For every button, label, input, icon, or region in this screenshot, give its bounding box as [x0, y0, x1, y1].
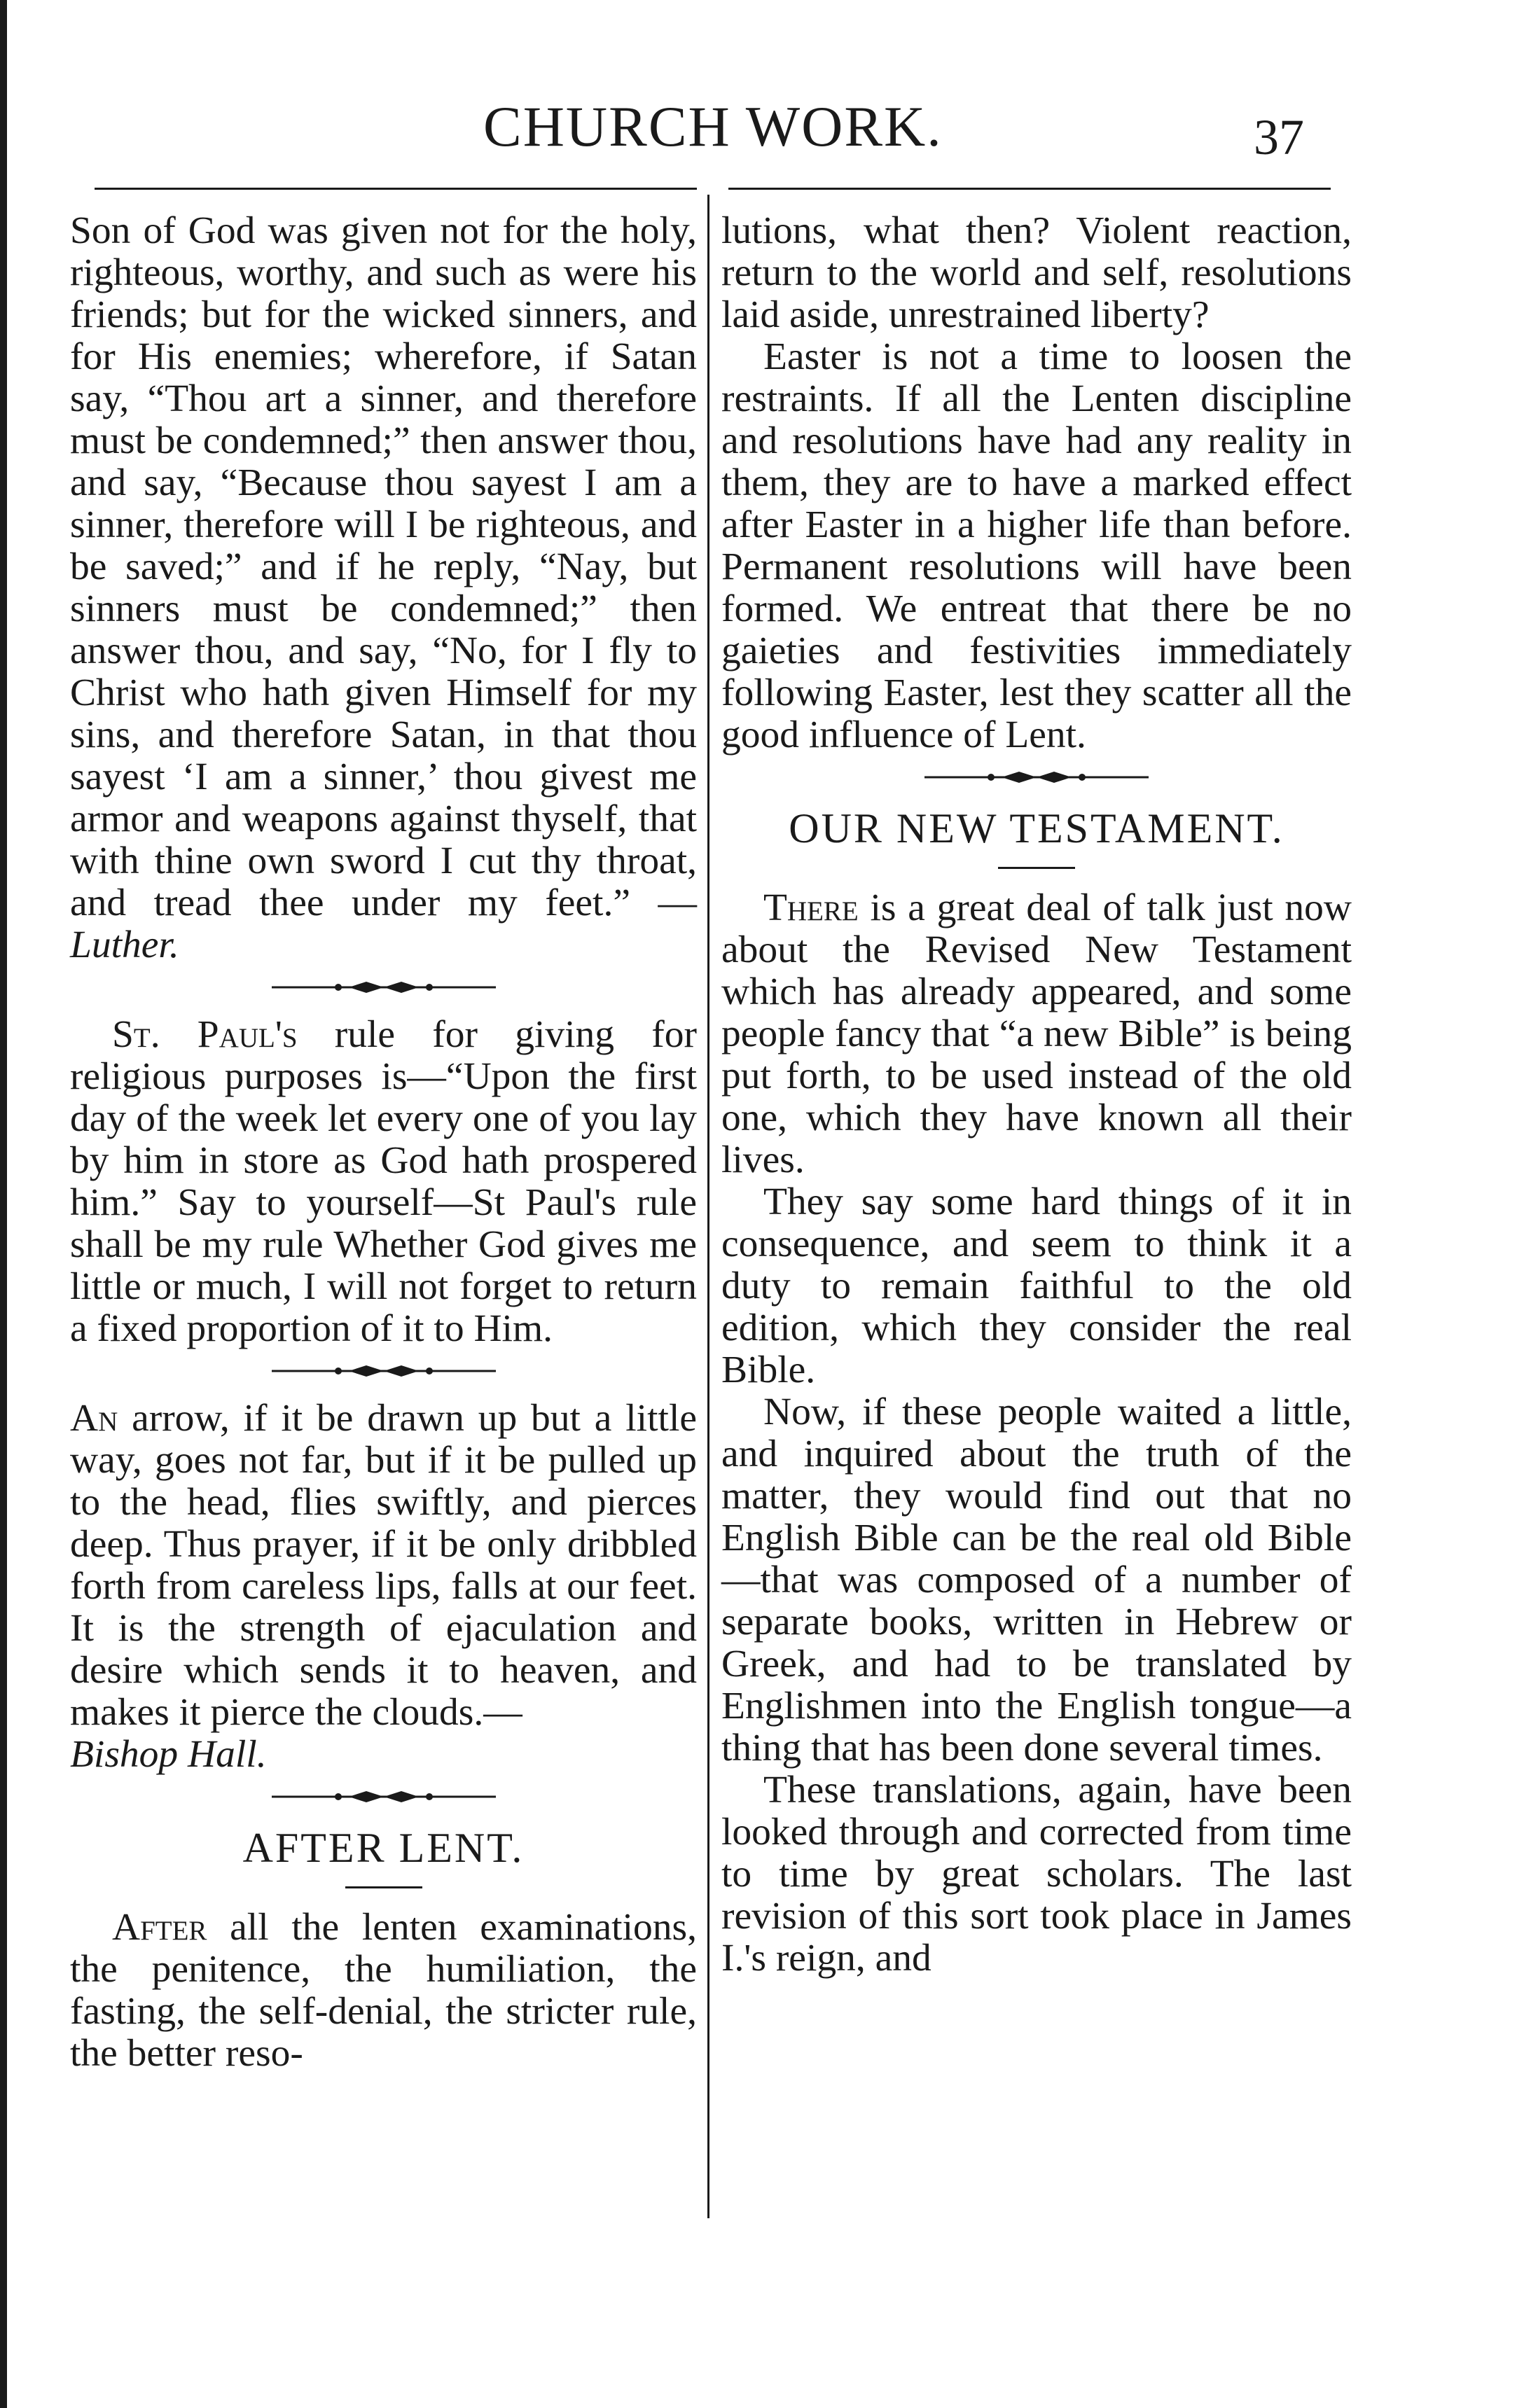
running-head: CHURCH WORK.	[483, 95, 943, 158]
easter-paragraph: Easter is not a time to loosen the restraints. If all the Lenten discipline and resolutions have had any reality in them, they are to have a marked effect after Easter in a higher life than before. Permanent resolutions will have been formed. We entreat that there be no gaieties and festivities immediately following Easter, lest they scatter all the good influence of Lent.	[721, 335, 1352, 756]
after-lent-paragraph	[70, 1907, 697, 2075]
new-testament-paragraph-4: These translations, again, have been looked through and corrected from time to time by great scholars. The last revision of this sort took place in James I.'s reign, and	[721, 1769, 1352, 1979]
after-lent-continued: lutions, what then? Violent reaction, return to the world and self, resolutions laid aside, unrestrained liberty?	[721, 209, 1352, 336]
header-rule-right	[728, 188, 1331, 190]
ornament-divider	[70, 1783, 697, 1811]
header-rule-left	[95, 188, 697, 190]
new-testament-paragraph-1	[721, 887, 1352, 1181]
new-testament-lead: There	[763, 886, 859, 929]
new-testament-paragraph-2: They say some hard things of it in consequence, and seem to think it a duty to remain faithful to the old edition, which they consider the real Bible.	[721, 1181, 1352, 1391]
arrow-lead: An	[70, 1397, 118, 1440]
column-divider	[707, 195, 709, 2218]
new-testament-paragraph-3: Now, if these people waited a little, and inquired about the truth of the matter, they would find out that no English Bible can be the real old Bible—that was composed of a number of separate books, written in Hebrew or Greek, and had to be translated by Englishmen into the English tongue—a thing that has been done several times.	[721, 1391, 1352, 1769]
after-lent-text: all the lenten examinations, the penitence, the humiliation, the fasting, the self-denial, the stricter rule, the better reso-	[70, 1906, 697, 2075]
luther-paragraph	[70, 210, 697, 966]
arrow-text: arrow, if it be drawn up but a little way, goes not far, but if it be pulled up to the head, flies swiftly, and pierces deep. Thus prayer, if it be only dribbled forth from careless lips, falls at our feet. It is the strength of ejaculation and desire which sends it to heaven, and makes it pierce the clouds.—	[70, 1397, 697, 1734]
new-testament-heading: OUR NEW TESTAMENT.	[789, 805, 1284, 851]
after-lent-lead: After	[112, 1906, 207, 1949]
arrow-paragraph	[70, 1398, 697, 1776]
right-column	[721, 210, 1352, 1979]
ornament-divider	[70, 1357, 697, 1385]
ornament-divider	[721, 763, 1352, 791]
ornament-divider	[70, 973, 697, 1001]
arrow-attribution: Bishop Hall.	[70, 1733, 267, 1776]
st-paul-paragraph	[70, 1014, 697, 1350]
page-number: 37	[1254, 109, 1304, 165]
st-paul-lead: St. Paul's	[112, 1013, 298, 1056]
new-testament-text-1: is a great deal of talk just now about the Revised New Testament which has already appeared, and some people fancy that “a new Bible” is being put forth, to be used instead of the old one, which they have known all their lives.	[721, 886, 1352, 1181]
luther-attribution: Luther.	[70, 924, 179, 966]
left-column	[70, 210, 697, 2075]
luther-text: Son of God was given not for the holy, righteous, worthy, and such as were his friends; but for the wicked sinners, and for His enemies; wherefore, if Satan say, “Thou art a sinner, and therefore must be condemned;” then answer thou, and say, “Because thou sayest I am a sinner, therefore will I be righteous, and be saved;” and if he reply, “Nay, but sinners must be condemned;” then answer thou, and say, “No, for I fly to Christ who hath given Himself for my sins, and therefore Satan, in that thou sayest ‘I am a sinner,’ thou givest me armor and weapons against thyself, that with thine own sword I cut thy throat, and tread thee under my feet.” —	[70, 209, 697, 924]
heading-rule	[998, 867, 1075, 869]
binding-edge	[0, 0, 7, 2408]
heading-rule	[345, 1886, 422, 1888]
st-paul-text: rule for giving for religious purposes is—“Upon the first day of the week let every one of you lay by him in store as God hath prospered him.” Say to yourself—St Paul's rule shall be my rule Whether God gives me little or much, I will not forget to return a fixed proportion of it to Him.	[70, 1013, 697, 1350]
after-lent-heading: AFTER LENT.	[242, 1825, 525, 1871]
